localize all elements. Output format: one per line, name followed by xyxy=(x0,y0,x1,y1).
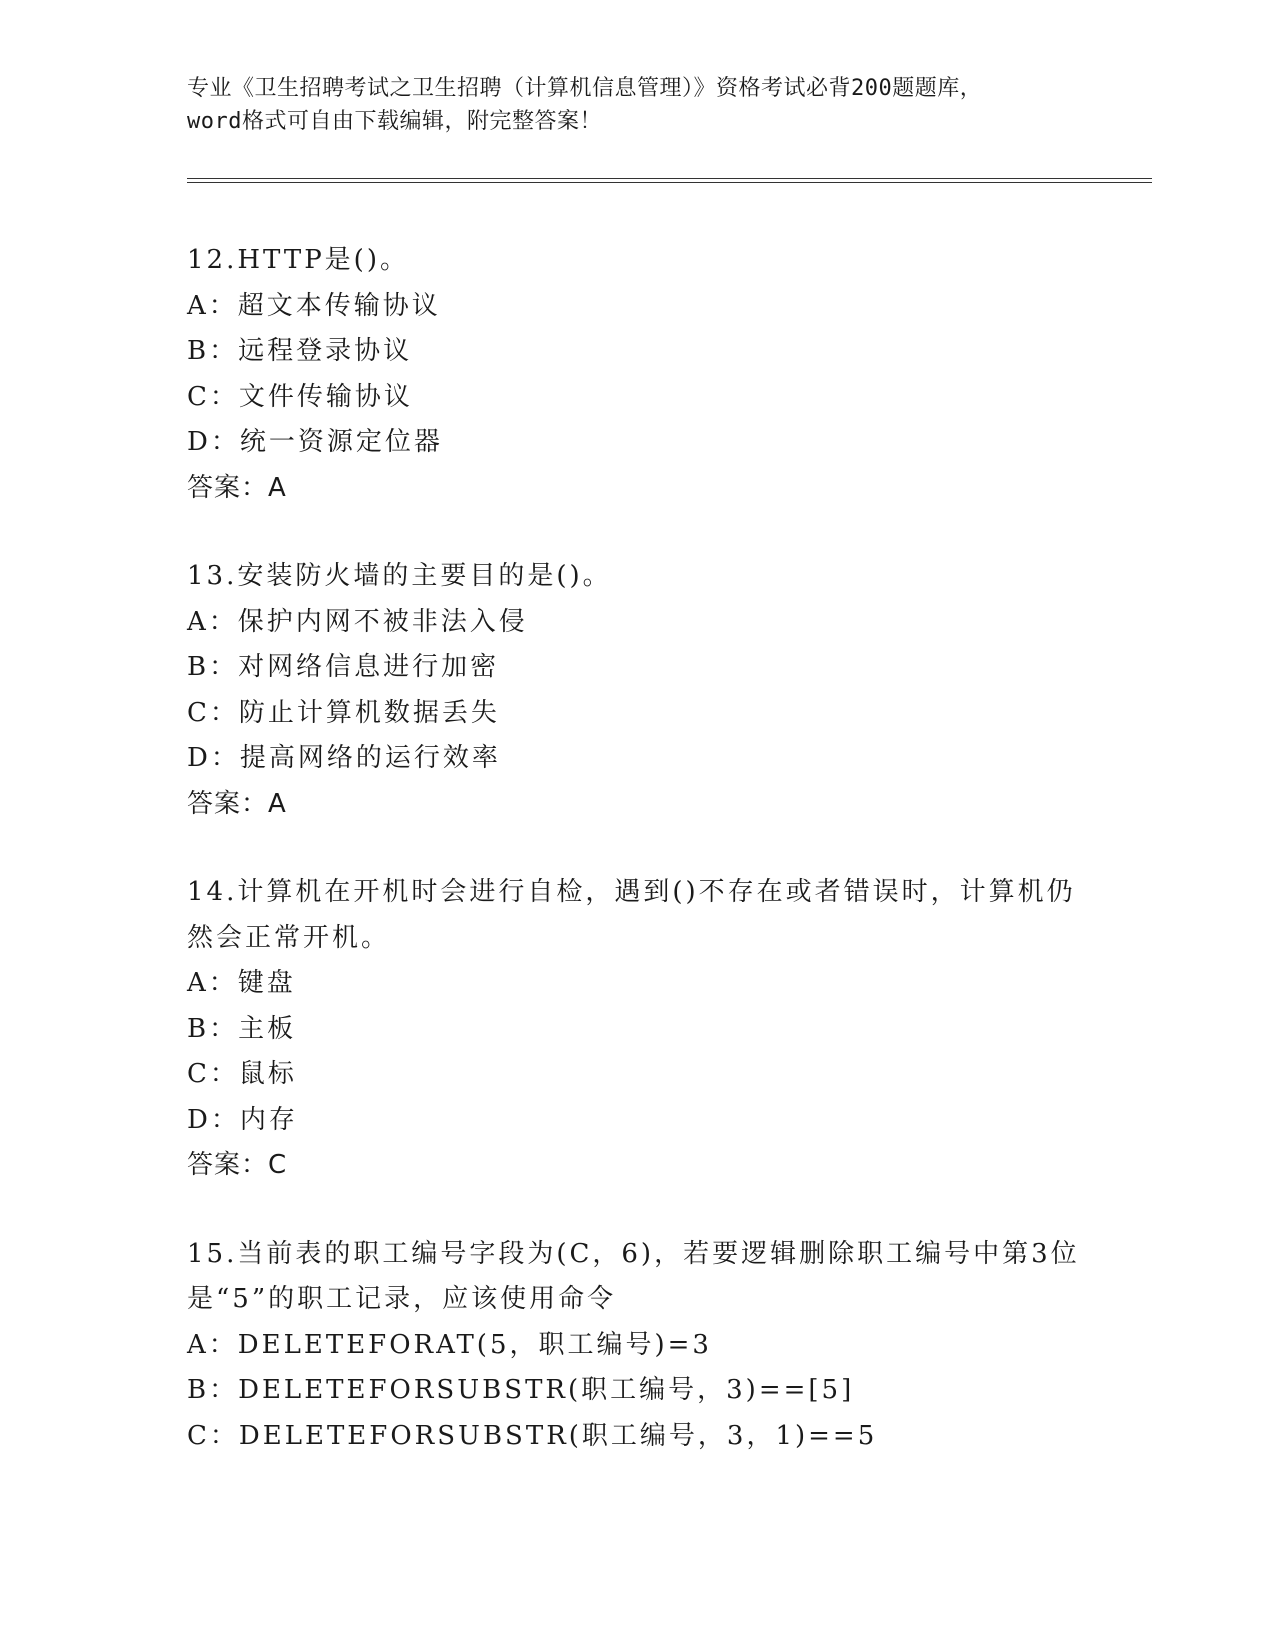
document-header xyxy=(187,72,1087,138)
header-title-line-2: word格式可自由下载编辑，附完整答案！ xyxy=(187,109,602,134)
option-c: C：文件传输协议 xyxy=(187,381,413,412)
question-stem-continued: 然会正常开机。 xyxy=(187,922,391,953)
option-a: A：DELETEFORAT(5，职工编号)=3 xyxy=(187,1329,712,1360)
option-c: C：鼠标 xyxy=(187,1059,297,1089)
question-15 xyxy=(187,1232,1087,1460)
question-14 xyxy=(187,870,1087,1189)
option-a: A：超文本传输协议 xyxy=(187,290,441,321)
question-stem: 12.HTTP是()。 xyxy=(187,245,409,275)
option-a: A：保护内网不被非法入侵 xyxy=(187,606,528,637)
option-c: C：DELETEFORSUBSTR(职工编号，3，1)==5 xyxy=(187,1420,878,1451)
option-b: B：DELETEFORSUBSTR(职工编号，3)==[5] xyxy=(187,1375,855,1405)
question-stem: 14.计算机在开机时会进行自检，遇到()不存在或者错误时，计算机仍 xyxy=(187,877,1076,907)
option-d: D：统一资源定位器 xyxy=(187,427,443,457)
question-stem: 15.当前表的职工编号字段为(C，6)，若要逻辑删除职工编号中第3位 xyxy=(187,1238,1080,1269)
option-a: A：键盘 xyxy=(187,968,296,998)
question-stem-continued: 是“5”的职工记录，应该使用命令 xyxy=(187,1284,617,1314)
answer-label: 答案：A xyxy=(187,472,287,503)
answer-label: 答案：C xyxy=(187,1150,288,1180)
option-d: D：内存 xyxy=(187,1104,298,1135)
header-divider-bottom xyxy=(187,182,1152,183)
answer-label: 答案：A xyxy=(187,788,287,819)
option-d: D：提高网络的运行效率 xyxy=(187,743,501,773)
option-c: C：防止计算机数据丢失 xyxy=(187,697,500,728)
option-b: B：对网络信息进行加密 xyxy=(187,652,500,682)
question-13 xyxy=(187,554,1087,827)
option-b: B：主板 xyxy=(187,1013,297,1044)
question-12 xyxy=(187,238,1087,511)
question-list xyxy=(187,238,1087,1502)
option-b: B：远程登录协议 xyxy=(187,336,413,366)
header-divider-top xyxy=(187,178,1152,179)
header-title-line-1: 专业《卫生招聘考试之卫生招聘（计算机信息管理）》资格考试必背200题题库， xyxy=(187,76,983,101)
question-stem: 13.安装防火墙的主要目的是()。 xyxy=(187,561,612,591)
